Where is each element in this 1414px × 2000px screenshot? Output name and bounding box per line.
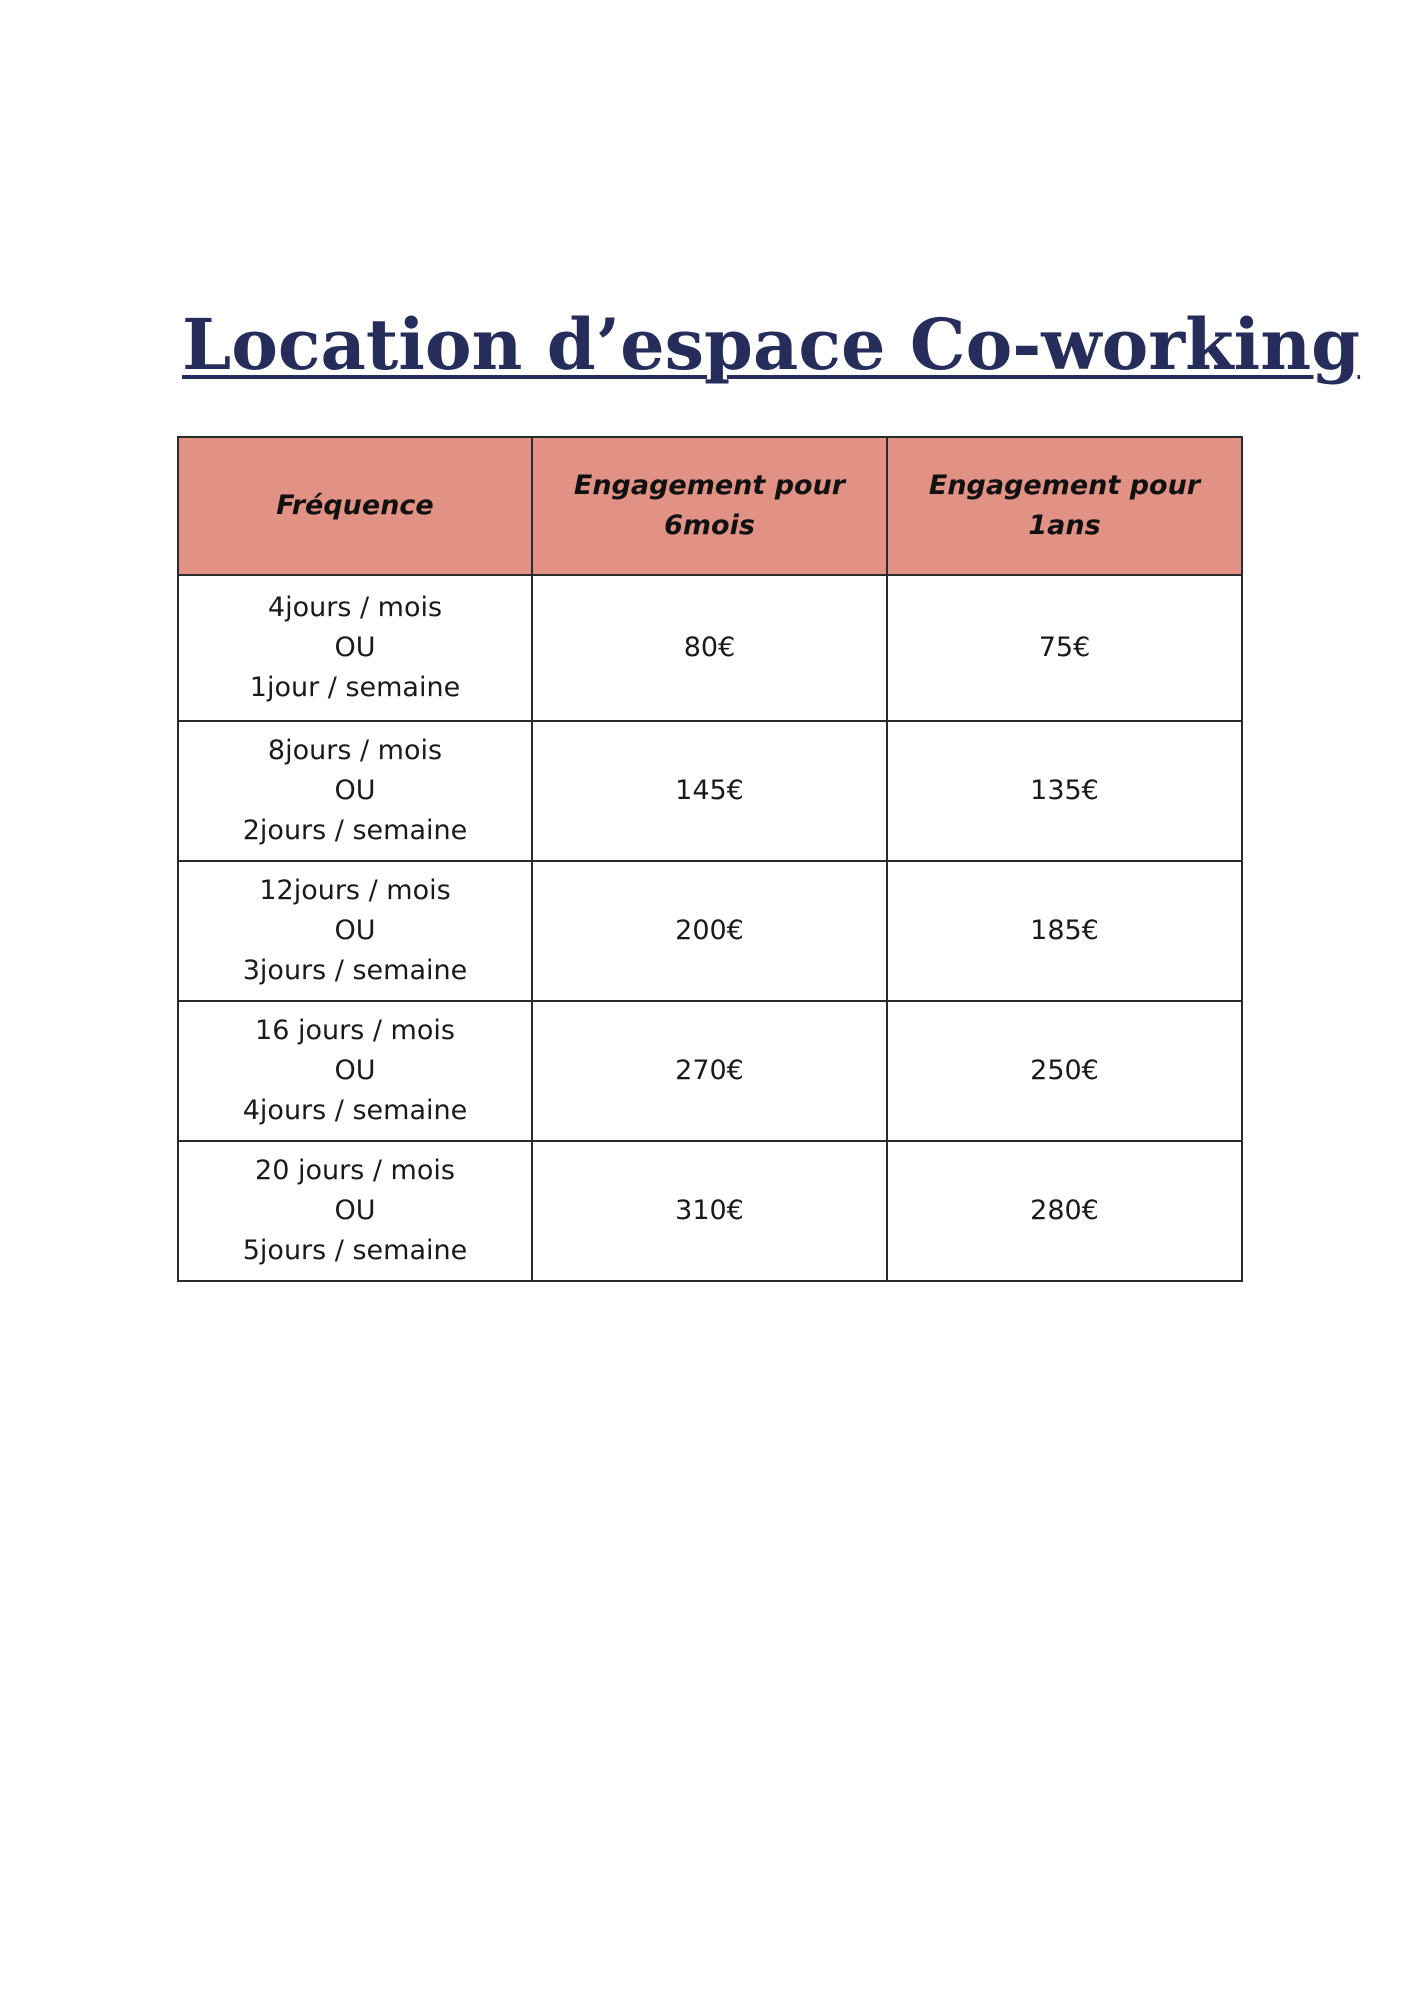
price-6-months: 80€ bbox=[532, 575, 887, 721]
frequency-or: OU bbox=[334, 1055, 376, 1086]
frequency-cell bbox=[178, 1141, 532, 1281]
price-1-year: 75€ bbox=[887, 575, 1242, 721]
frequency-per-month: 12jours / mois bbox=[259, 875, 451, 906]
frequency-or: OU bbox=[334, 1195, 376, 1226]
frequency-or: OU bbox=[334, 915, 376, 946]
table-row bbox=[178, 721, 1242, 861]
frequency-or: OU bbox=[334, 632, 376, 663]
table-row bbox=[178, 1141, 1242, 1281]
frequency-cell bbox=[178, 1001, 532, 1141]
pricing-table bbox=[177, 436, 1243, 1282]
price-6-months: 145€ bbox=[532, 721, 887, 861]
table-row bbox=[178, 1001, 1242, 1141]
frequency-per-month: 8jours / mois bbox=[267, 735, 443, 766]
frequency-cell bbox=[178, 575, 532, 721]
frequency-per-week: 3jours / semaine bbox=[242, 955, 468, 986]
frequency-per-week: 2jours / semaine bbox=[242, 815, 468, 846]
frequency-per-month: 16 jours / mois bbox=[255, 1015, 455, 1046]
frequency-per-month: 20 jours / mois bbox=[255, 1155, 455, 1186]
price-6-months: 270€ bbox=[532, 1001, 887, 1141]
price-1-year: 135€ bbox=[887, 721, 1242, 861]
table-row bbox=[178, 861, 1242, 1001]
page-title: Location d’espace Co-working bbox=[182, 303, 1361, 386]
price-1-year: 185€ bbox=[887, 861, 1242, 1001]
frequency-per-week: 5jours / semaine bbox=[242, 1235, 468, 1266]
frequency-per-month: 4jours / mois bbox=[267, 592, 443, 623]
frequency-per-week: 4jours / semaine bbox=[242, 1095, 468, 1126]
price-6-months: 200€ bbox=[532, 861, 887, 1001]
table-row bbox=[178, 575, 1242, 721]
frequency-per-week: 1jour / semaine bbox=[249, 672, 461, 703]
price-1-year: 250€ bbox=[887, 1001, 1242, 1141]
header-engagement-1-year: Engagement pour 1ans bbox=[887, 437, 1242, 575]
frequency-cell bbox=[178, 861, 532, 1001]
table-header-row bbox=[178, 437, 1242, 575]
price-1-year: 280€ bbox=[887, 1141, 1242, 1281]
header-frequency: Fréquence bbox=[178, 437, 532, 575]
header-engagement-6-months: Engagement pour 6mois bbox=[532, 437, 887, 575]
frequency-or: OU bbox=[334, 775, 376, 806]
frequency-cell bbox=[178, 721, 532, 861]
price-6-months: 310€ bbox=[532, 1141, 887, 1281]
